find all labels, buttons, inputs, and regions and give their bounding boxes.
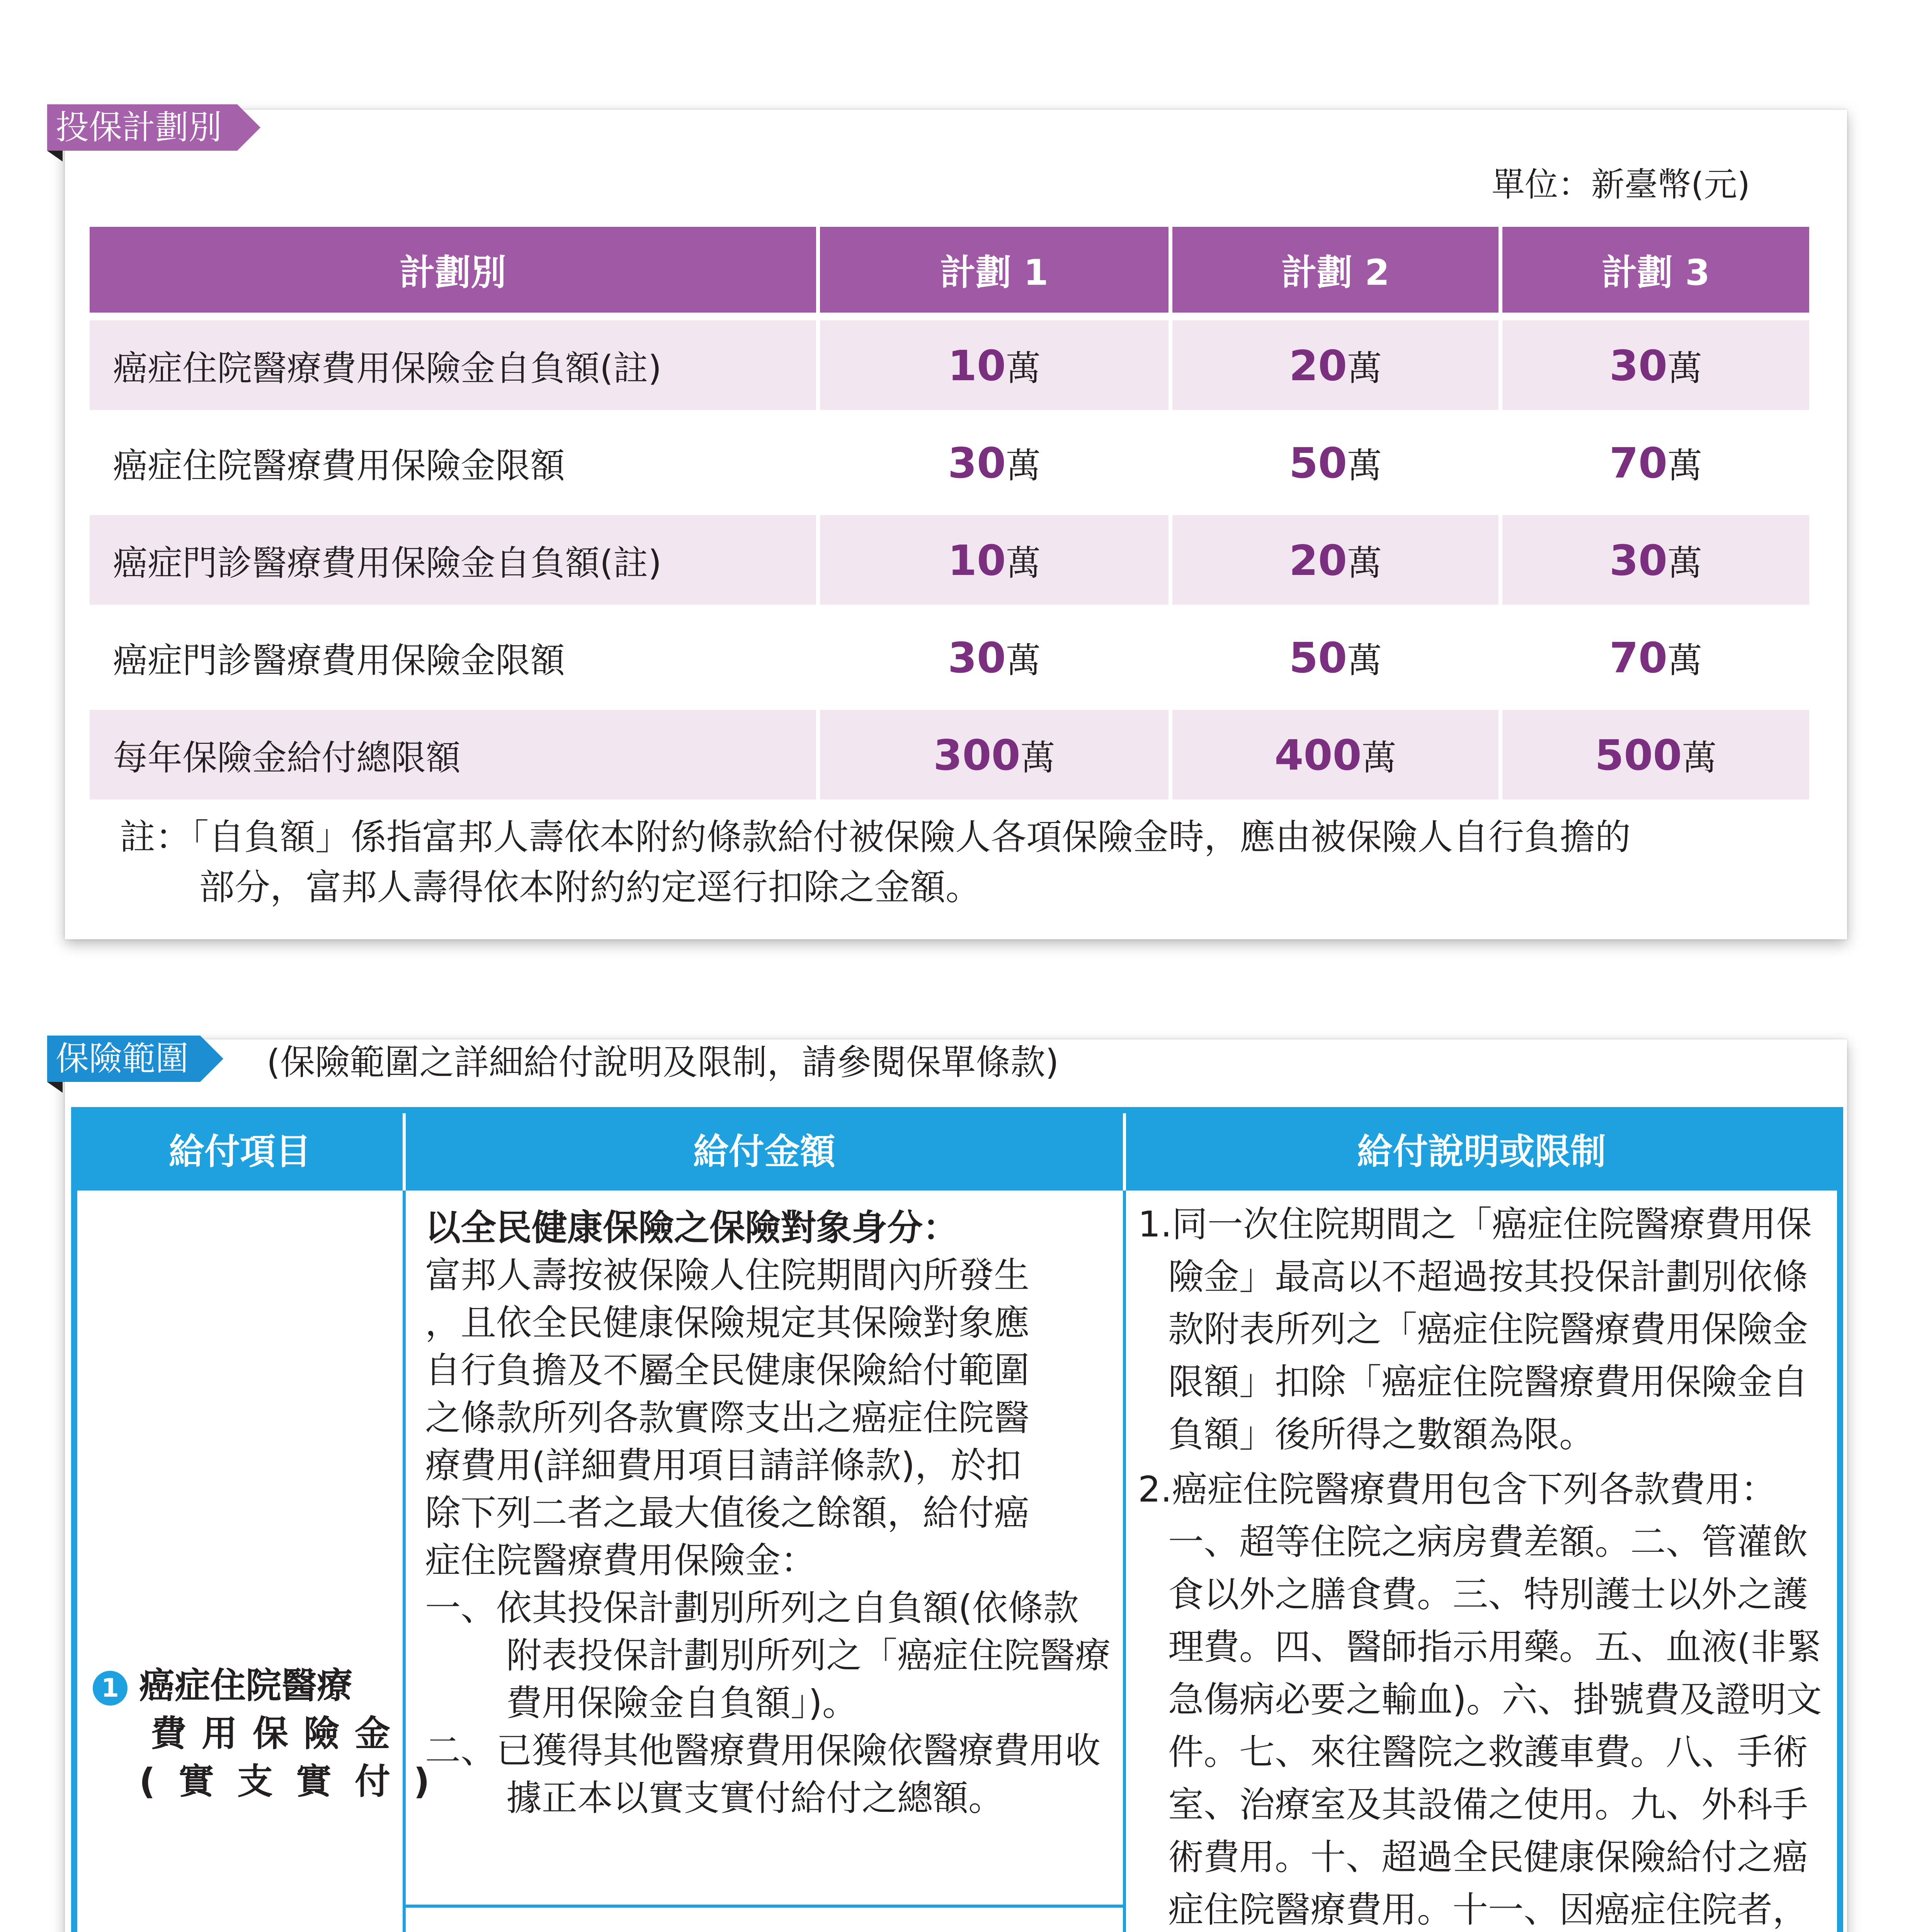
benefit-item [93, 1662, 456, 1806]
row-label: 癌症住院醫療費用保險金限額 [90, 410, 816, 507]
header-plan-2: 計劃 2 [1169, 227, 1499, 313]
amount-non-nhi-insured [425, 1929, 1113, 1932]
amount-a-line: 症住院醫療費用保險金： [425, 1540, 816, 1581]
plan-value: 20萬 [1169, 313, 1499, 410]
amount-a-line: 療費用(詳細費用項目請詳條款)，於扣 [425, 1445, 1022, 1486]
plan-section-tab: 投保計劃別 [47, 104, 237, 151]
table-row [90, 702, 1809, 799]
plan-value: 30萬 [816, 605, 1169, 702]
coverage-subtitle: (保險範圍之詳細給付說明及限制，請參閱保單條款) [267, 1042, 1059, 1083]
amount-b-heading [425, 1929, 1113, 1932]
header-plan-3: 計劃 3 [1499, 227, 1809, 313]
deductible-note [120, 812, 1828, 913]
table-row [90, 410, 1809, 507]
row-label: 每年保險金給付總限額 [90, 702, 816, 799]
note-line-1: 註：「自負額」係指富邦人壽依本附約條款給付被保險人各項保險金時，應由被保險人自行負擔的 [120, 816, 1631, 858]
plan-value: 10萬 [816, 313, 1169, 410]
plan-value: 70萬 [1499, 605, 1809, 702]
item-number-badge: 1 [93, 1671, 128, 1706]
plan-value: 400萬 [1169, 702, 1499, 799]
table-row [90, 507, 1809, 605]
amount-a-line: 除下列二者之最大值後之餘額，給付癌 [425, 1492, 1030, 1534]
plan-value: 300萬 [816, 702, 1169, 799]
table-row [90, 313, 1809, 410]
currency-unit: 單位：新臺幣(元) [1492, 165, 1750, 204]
amount-a-list-item-1: 一、依其投保計劃別所列之自負額(依條款附表投保計劃別所列之「癌症住院醫療費用保險金自負額」)。 [425, 1587, 1111, 1724]
table-row [90, 605, 1809, 702]
item-title-line-3: (實支實付) [139, 1761, 453, 1802]
tab-fold-decoration [47, 1082, 63, 1093]
header-benefit-item: 給付項目 [77, 1113, 406, 1190]
amount-a-line: ，且依全民健康保險規定其保險對象應 [425, 1302, 1030, 1344]
note-line-2: 部分，富邦人壽得依本附約約定逕行扣除之金額。 [199, 867, 981, 908]
plan-value: 50萬 [1169, 410, 1499, 507]
coverage-section-tab: 保險範圍 [47, 1036, 200, 1082]
plan-table [90, 227, 1809, 799]
row-divider [406, 1905, 1123, 1908]
plan-value: 20萬 [1169, 507, 1499, 605]
amount-a-line: 之條款所列各款實際支出之癌症住院醫 [425, 1397, 1030, 1439]
amount-a-line: 自行負擔及不屬全民健康保險給付範圍 [425, 1350, 1030, 1391]
plan-value: 10萬 [816, 507, 1169, 605]
header-benefit-amount: 給付金額 [406, 1113, 1126, 1190]
description-point-2: 2.癌症住院醫療費用包含下列各款費用：一、超等住院之病房費差額。二、管灌飲食以外之膳食費。三、特別護士以外之護理費。四、醫師指示用藥。五、血液(非緊急傷病必要之輸血)。六、掛號費及證明文件。七、來往醫院之救護車費。八、手術室、治療室及其設備之使用。九、外科手術費用。十、超過全民健康保險給付之癌症住院醫療費用。十一、因癌症住院者， [1138, 1469, 1822, 1930]
header-plan-type: 計劃別 [90, 227, 816, 313]
plan-value: 30萬 [1499, 313, 1809, 410]
amount-nhi-insured [425, 1204, 1113, 1822]
amount-a-list-item-2: 二、已獲得其他醫療費用保險依醫療費用收據正本以實支實付給付之總額。 [425, 1730, 1101, 1819]
header-plan-1: 計劃 1 [816, 227, 1169, 313]
row-label: 癌症住院醫療費用保險金自負額(註) [90, 313, 816, 410]
plan-value: 50萬 [1169, 605, 1499, 702]
item-title-line-2: 費用保險金 [151, 1713, 406, 1754]
item-title-line-1: 癌症住院醫療 [139, 1665, 353, 1706]
benefit-description [1138, 1198, 1826, 1932]
amount-a-heading: 以全民健康保險之保險對象身分： [425, 1207, 959, 1248]
coverage-table [71, 1107, 1843, 1932]
amount-a-line: 富邦人壽按被保險人住院期間內所發生 [425, 1255, 1030, 1296]
column-divider [1123, 1190, 1126, 1932]
tab-fold-decoration [47, 151, 63, 162]
column-divider [403, 1190, 406, 1932]
plan-value: 500萬 [1499, 702, 1809, 799]
plan-value: 30萬 [816, 410, 1169, 507]
plan-value: 30萬 [1499, 507, 1809, 605]
plan-table-header [90, 227, 1809, 313]
description-point-1: 1.同一次住院期間之「癌症住院醫療費用保險金」最高以不超過按其投保計劃別依條款附表所列之「癌症住院醫療費用保險金限額」扣除「癌症住院醫療費用保險金自負額」後所得之數額為限。 [1138, 1204, 1812, 1455]
row-label: 癌症門診醫療費用保險金限額 [90, 605, 816, 702]
plan-value: 70萬 [1499, 410, 1809, 507]
header-benefit-description: 給付說明或限制 [1126, 1113, 1837, 1190]
row-label: 癌症門診醫療費用保險金自負額(註) [90, 507, 816, 605]
